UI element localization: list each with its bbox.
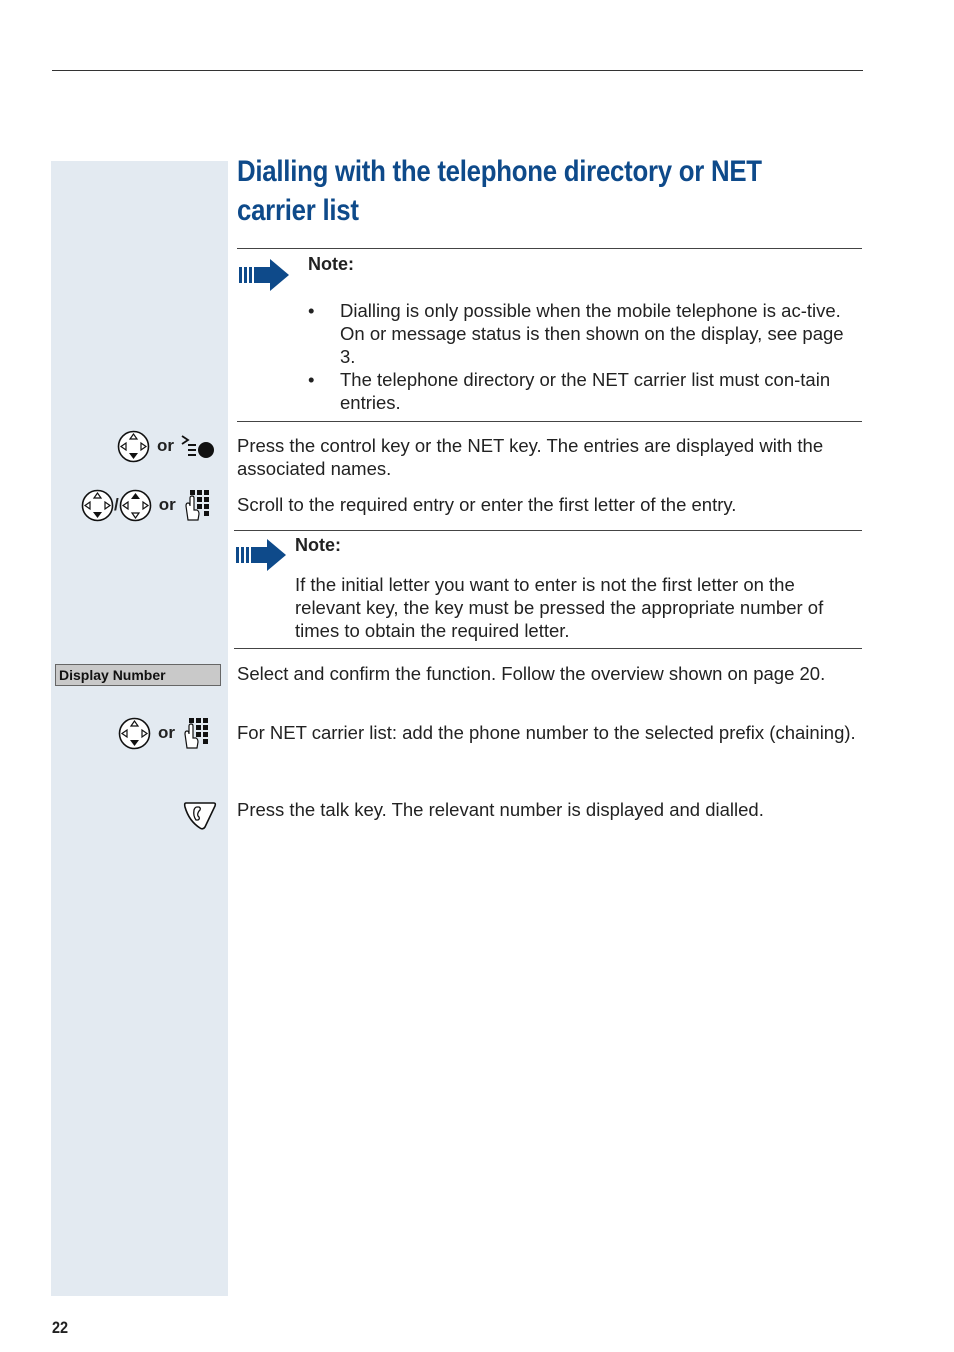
note1-bullet-text: Dialling is only possible when the mobile telephone is ac-tive. On or message status is then shown on the display, see page 3. [340, 300, 844, 367]
note-arrow-icon [235, 538, 287, 572]
page-title: Dialling with the telephone directory or NET carrier list [237, 155, 762, 227]
note-arrow-icon [238, 258, 290, 292]
note1-bullet-list [308, 299, 863, 414]
note2-label: Note: [295, 535, 341, 555]
step1-text: Press the control key or the NET key. The entries are displayed with the associated names. [237, 435, 824, 479]
step2-keys [81, 488, 212, 522]
talk-key-icon [183, 799, 217, 831]
or-label: or [157, 436, 174, 455]
display-number-softkey[interactable]: Display Number [55, 664, 221, 686]
page-number: 22 [52, 1318, 69, 1337]
note1-bullet-text: The telephone directory or the NET carrier list must con-tain entries. [340, 369, 831, 413]
or-label: or [158, 495, 176, 514]
control-key-down-icon [81, 489, 114, 522]
step5-text: Press the talk key. The relevant number is displayed and dialled. [237, 799, 764, 820]
note2-bottom-rule [234, 648, 862, 649]
note2-text: If the initial letter you want to enter is not the first letter on the relevant key, the key must be pressed the appropriate number of times to obtain the required letter. [295, 574, 824, 641]
note1-bottom-rule [237, 421, 862, 422]
net-key-icon [180, 433, 216, 459]
step3-text: Select and confirm the function. Follow the overview shown on page 20. [237, 663, 826, 684]
bullet-marker: • [308, 300, 315, 321]
note1-bullet-item [308, 368, 863, 414]
slash-separator: / [114, 495, 119, 514]
keypad-icon [182, 488, 212, 522]
control-key-down-icon [118, 717, 151, 750]
or-label: or [158, 723, 175, 742]
control-key-down-icon [117, 430, 150, 463]
note1-top-rule [237, 248, 862, 249]
step4-keys [118, 716, 211, 750]
step1-keys [117, 429, 216, 463]
step5-keys [183, 798, 217, 832]
note1-label: Note: [308, 254, 354, 274]
step4-text: For NET carrier list: add the phone number to the selected prefix (chaining). [237, 722, 856, 743]
control-key-up-icon [119, 489, 152, 522]
note2-top-rule [234, 530, 862, 531]
top-rule [52, 70, 863, 71]
note1-bullet-item [308, 299, 863, 368]
bullet-marker: • [308, 369, 315, 390]
keypad-icon [181, 716, 211, 750]
step2-text: Scroll to the required entry or enter the first letter of the entry. [237, 494, 737, 515]
